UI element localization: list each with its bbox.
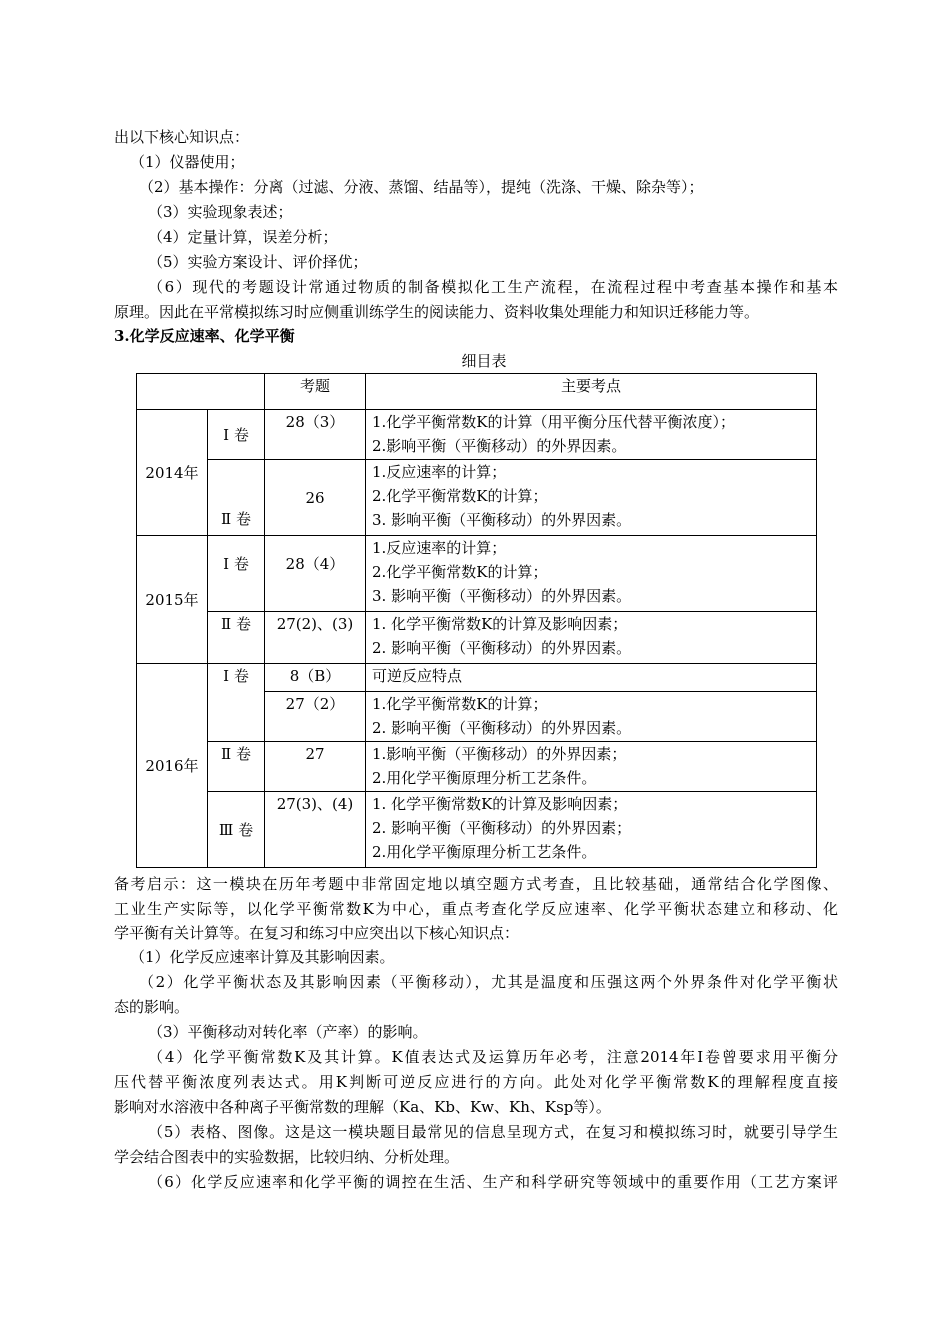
point-line: 2.用化学平衡原理分析工艺条件。 [372, 843, 597, 861]
point-line: 1. 化学平衡常数K的计算及影响因素； [372, 615, 628, 633]
notes-line: 备考启示：这一模块在历年考题中非常固定地以填空题方式考查，且比较基础，通常结合化学图像、 [114, 875, 838, 893]
point-line: 1.化学平衡常数K的计算； [372, 695, 548, 713]
volume-cell: Ⅰ 卷 [208, 536, 265, 612]
table-row [137, 742, 817, 792]
point-line: 1.反应速率的计算； [372, 539, 507, 557]
points-cell [366, 742, 817, 792]
year-cell: 2014年 [137, 410, 208, 536]
volume-cell: Ⅱ 卷 [208, 612, 265, 664]
table-row [137, 664, 817, 692]
table-row [137, 536, 817, 612]
point-line: 3. 影响平衡（平衡移动）的外界因素。 [372, 587, 632, 605]
table-row [137, 410, 817, 460]
question-cell: 8（B） [265, 664, 366, 692]
header-points: 主要考点 [366, 374, 817, 410]
knowledge-item-continued: 原理。因此在平常模拟练习时应侧重训练学生的阅读能力、资料收集处理能力和知识迁移能力等。 [114, 303, 760, 321]
question-cell: 28（4） [265, 536, 366, 612]
notes-point: （2）化学平衡状态及其影响因素（平衡移动），尤其是温度和压强这两个外界条件对化学平衡状 [139, 973, 838, 991]
knowledge-item: （1）仪器使用； [130, 153, 245, 171]
notes-point: （5）表格、图像。这是这一模块题目最常见的信息呈现方式，在复习和模拟练习时，就要引导学生 [148, 1123, 838, 1141]
detail-table [136, 373, 817, 868]
points-cell [366, 692, 817, 742]
table-caption: 细目表 [461, 352, 507, 370]
header-question: 考题 [265, 374, 366, 410]
point-line: 2.影响平衡（平衡移动）的外界因素。 [372, 437, 627, 455]
points-cell [366, 612, 817, 664]
point-line: 1.化学平衡常数K的计算（用平衡分压代替平衡浓度）； [372, 413, 736, 431]
point-line: 1.影响平衡（平衡移动）的外界因素； [372, 745, 627, 763]
notes-point: （4）化学平衡常数K及其计算。K值表达式及运算历年必考，注意2014年Ⅰ卷曾要求用平衡分 [148, 1048, 838, 1066]
point-line: 2.用化学平衡原理分析工艺条件。 [372, 769, 597, 787]
table-row [137, 612, 817, 664]
notes-point: （1）化学反应速率计算及其影响因素。 [130, 948, 395, 966]
notes-point-continued: 学会结合图表中的实验数据，比较归纳、分析处理。 [114, 1148, 460, 1166]
year-cell: 2016年 [137, 664, 208, 868]
point-line: 2.化学平衡常数K的计算； [372, 487, 548, 505]
question-cell: 27 [265, 742, 366, 792]
point-line: 2. 影响平衡（平衡移动）的外界因素； [372, 819, 632, 837]
question-cell: 27(3)、(4) [265, 792, 366, 868]
table-row [137, 460, 817, 536]
header-blank-cell [137, 374, 265, 410]
volume-cell: Ⅲ 卷 [208, 792, 265, 868]
volume-cell: Ⅰ 卷 [208, 410, 265, 460]
point-line: 2.化学平衡常数K的计算； [372, 563, 548, 581]
knowledge-item: （2）基本操作：分离（过滤、分液、蒸馏、结晶等），提纯（洗涤、干燥、除杂等）； [139, 178, 704, 196]
notes-point-continued: 影响对水溶液中各种离子平衡常数的理解（Ka、Kb、Kw、Kh、Ksp等）。 [114, 1098, 611, 1116]
question-cell: 27（2） [265, 692, 366, 742]
volume-cell: Ⅰ 卷 [208, 664, 265, 742]
question-cell: 28（3） [265, 410, 366, 460]
point-line: 3. 影响平衡（平衡移动）的外界因素。 [372, 511, 632, 529]
notes-point: （3）平衡移动对转化率（产率）的影响。 [148, 1023, 428, 1041]
notes-point-continued: 压代替平衡浓度列表达式。用K判断可逆反应进行的方向。此处对化学平衡常数K的理解程度直接 [114, 1073, 838, 1091]
notes-line: 学平衡有关计算等。在复习和练习中应突出以下核心知识点： [114, 924, 520, 942]
point-line: 1.反应速率的计算； [372, 463, 507, 481]
knowledge-item: （6）现代的考题设计常通过物质的制备模拟化工生产流程，在流程过程中考查基本操作和基本 [148, 278, 838, 296]
knowledge-item: （3）实验现象表述； [148, 203, 293, 221]
point-line: 2. 影响平衡（平衡移动）的外界因素。 [372, 719, 632, 737]
points-cell [366, 792, 817, 868]
point-line: 1. 化学平衡常数K的计算及影响因素； [372, 795, 628, 813]
point-line: 2. 影响平衡（平衡移动）的外界因素。 [372, 639, 632, 657]
knowledge-item: （4）定量计算，误差分析； [148, 228, 338, 246]
point-line: 可逆反应特点 [372, 667, 463, 685]
notes-point: （6）化学反应速率和化学平衡的调控在生活、生产和科学研究等领域中的重要作用（工艺方案评 [148, 1173, 838, 1191]
intro-line: 出以下核心知识点： [114, 128, 250, 146]
table-header-row [137, 374, 817, 410]
points-cell [366, 460, 817, 536]
notes-line: 工业生产实际等，以化学平衡常数K为中心，重点考查化学反应速率、化学平衡状态建立和移动、化 [114, 900, 838, 918]
points-cell [366, 410, 817, 460]
year-cell: 2015年 [137, 536, 208, 664]
volume-cell: Ⅱ 卷 [208, 742, 265, 792]
notes-point-continued: 态的影响。 [114, 998, 190, 1016]
section-heading: 3.化学反应速率、化学平衡 [114, 327, 295, 345]
knowledge-item: （5）实验方案设计、评价择优； [148, 253, 368, 271]
question-cell: 27(2)、(3) [265, 612, 366, 664]
volume-cell: Ⅱ 卷 [208, 460, 265, 536]
points-cell [366, 664, 817, 692]
question-cell: 26 [265, 460, 366, 536]
table-row [137, 792, 817, 868]
points-cell [366, 536, 817, 612]
